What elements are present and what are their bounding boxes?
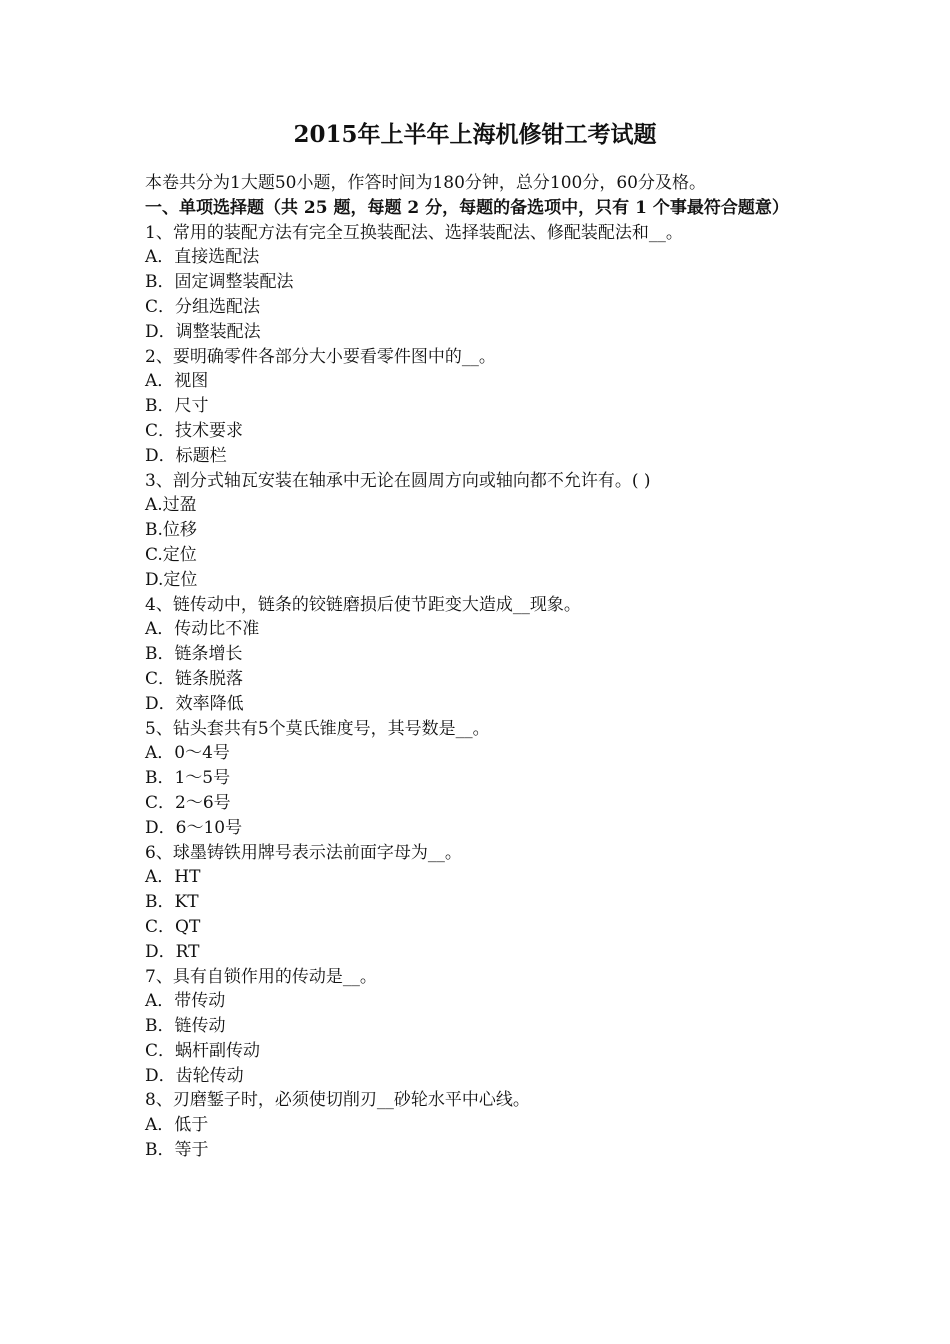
option-c: C．QT xyxy=(145,916,201,937)
question-1 xyxy=(145,221,810,345)
question-stem: 4、链传动中，链条的铰链磨损后使节距变大造成__现象。 xyxy=(145,594,581,615)
question-stem: 6、球墨铸铁用牌号表示法前面字母为__。 xyxy=(145,842,462,863)
question-7 xyxy=(145,965,810,1089)
option-a: A.过盈 xyxy=(145,495,197,516)
option-c: C．分组选配法 xyxy=(145,296,261,317)
option-a: A．低于 xyxy=(145,1115,209,1136)
option-b: B．1～5号 xyxy=(145,768,231,789)
question-3 xyxy=(145,469,810,593)
question-4 xyxy=(145,593,810,717)
option-d: D．标题栏 xyxy=(145,445,227,466)
question-stem: 5、钻头套共有5个莫氏锥度号，其号数是__。 xyxy=(145,718,490,739)
option-c: C．链条脱落 xyxy=(145,668,244,689)
question-8 xyxy=(145,1088,810,1162)
exam-intro: 本卷共分为1大题50小题，作答时间为180分钟，总分100分，60分及格。 xyxy=(145,173,706,193)
question-6 xyxy=(145,841,810,965)
option-c: C．技术要求 xyxy=(145,420,244,441)
option-c: C．2～6号 xyxy=(145,792,231,813)
option-c: C.定位 xyxy=(145,544,197,565)
question-stem: 7、具有自锁作用的传动是__。 xyxy=(145,966,377,987)
option-a: A．带传动 xyxy=(145,991,226,1012)
option-d: D.定位 xyxy=(145,569,198,590)
document-title: 2015年上半年上海机修钳工考试题 xyxy=(293,121,657,148)
option-d: D．调整装配法 xyxy=(145,321,261,342)
question-2 xyxy=(145,345,810,469)
option-b: B．等于 xyxy=(145,1140,209,1161)
option-a: A．传动比不准 xyxy=(145,619,260,640)
option-b: B．链条增长 xyxy=(145,644,243,665)
option-c: C．蜗杆副传动 xyxy=(145,1040,261,1061)
option-d: D．效率降低 xyxy=(145,693,244,714)
option-b: B．固定调整装配法 xyxy=(145,272,294,293)
question-stem: 8、刃磨錾子时，必须使切削刃__砂轮水平中心线。 xyxy=(145,1090,530,1111)
option-b: B．尺寸 xyxy=(145,396,209,417)
option-a: A．直接选配法 xyxy=(145,247,260,268)
document-body xyxy=(145,171,810,1163)
question-stem: 3、剖分式轴瓦安装在轴承中无论在圆周方向或轴向都不允许有。( ) xyxy=(145,470,651,491)
option-a: A．视图 xyxy=(145,371,209,392)
option-b: B．链传动 xyxy=(145,1016,226,1037)
option-a: A．HT xyxy=(145,867,201,888)
option-d: D．6～10号 xyxy=(145,817,243,838)
question-stem: 1、常用的装配方法有完全互换装配法、选择装配法、修配装配法和__。 xyxy=(145,222,683,243)
section-heading: 一、单项选择题（共 25 题，每题 2 分，每题的备选项中，只有 1 个事最符合题意） xyxy=(145,197,789,218)
option-d: D．RT xyxy=(145,941,200,962)
option-b: B.位移 xyxy=(145,520,197,541)
question-5 xyxy=(145,717,810,841)
option-b: B．KT xyxy=(145,892,199,913)
option-d: D．齿轮传动 xyxy=(145,1065,244,1086)
option-a: A．0～4号 xyxy=(145,743,230,764)
question-stem: 2、要明确零件各部分大小要看零件图中的__。 xyxy=(145,346,496,367)
